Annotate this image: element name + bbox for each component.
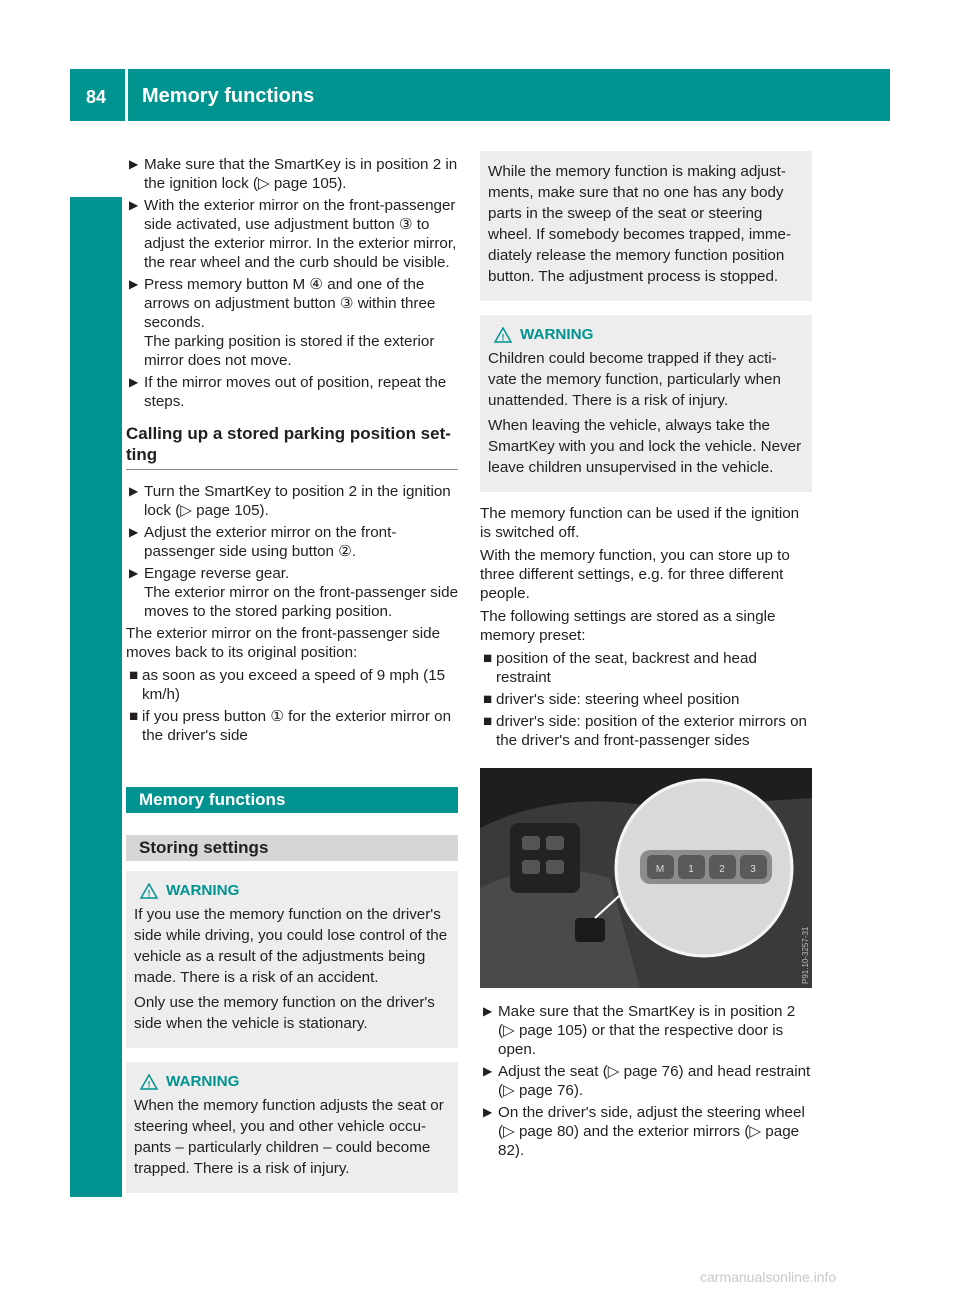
arrow-icon: ▶ bbox=[129, 375, 139, 389]
step-note: The parking position is stored if the exterior mirror does not move. bbox=[144, 333, 435, 369]
list-item: ■ as soon as you exceed a speed of 9 mph (15 km/h) bbox=[129, 667, 446, 703]
paragraph: The exterior mirror on the front-passenger side moves back to its original position: bbox=[126, 625, 441, 661]
arrow-icon: ▶ bbox=[483, 1004, 493, 1018]
paragraph: The memory function can be used if the ignition is switched off. bbox=[480, 505, 800, 541]
left-column bbox=[126, 155, 458, 1193]
list-item: ■ driver's side: steering wheel position bbox=[483, 691, 740, 708]
warning-text: While the memory function is making adjust-ments, make sure that no one has any body parts in the sweep of the seat or steering wheel. If somebody becomes trapped, imme-diately release the memory function position button. The adjustment process is stopped. bbox=[488, 163, 792, 285]
step: ▶ Make sure that the SmartKey is in position 2 (▷ page 105) or that the respective door is open. bbox=[483, 1003, 796, 1058]
warning-title: ! WARNING bbox=[134, 1072, 450, 1091]
memory-button-1: 1 bbox=[688, 864, 694, 875]
warning-triangle-icon bbox=[140, 1074, 158, 1090]
page-number: 84 bbox=[86, 87, 107, 107]
arrow-icon: ▶ bbox=[483, 1105, 493, 1119]
step: ▶ If the mirror moves out of position, repeat the steps. bbox=[129, 374, 447, 410]
arrow-icon: ▶ bbox=[483, 1064, 493, 1078]
warning-text: Only use the memory function on the driver's side when the vehicle is stationary. bbox=[134, 994, 435, 1032]
arrow-icon: ▶ bbox=[129, 157, 139, 171]
step: ▶ With the exterior mirror on the front-passenger side activated, use adjustment button ③ to adjust the exterior mirror. In the exterior mirror, the rear wheel and the curb should be visible. bbox=[129, 197, 457, 271]
list-item: ■ position of the seat, backrest and head restraint bbox=[483, 650, 757, 686]
divider bbox=[126, 469, 458, 470]
page-title: Memory functions bbox=[142, 85, 315, 107]
subsection-banner: Storing settings bbox=[126, 835, 458, 861]
bullet-icon: ■ bbox=[483, 713, 493, 730]
step: ▶ Make sure that the SmartKey is in position 2 in the ignition lock (▷ page 105). bbox=[129, 156, 458, 192]
right-column bbox=[480, 155, 812, 1163]
svg-text:!: ! bbox=[147, 888, 151, 898]
step-note: The exterior mirror on the front-passenger side moves to the stored parking position. bbox=[144, 584, 459, 620]
step: ▶ Turn the SmartKey to position 2 in the ignition lock (▷ page 105). bbox=[129, 483, 451, 519]
svg-text:!: ! bbox=[147, 1079, 151, 1089]
list-item: ■ if you press button ① for the exterior mirror on the driver's side bbox=[129, 708, 452, 744]
svg-text:!: ! bbox=[501, 332, 505, 342]
warning-text: When leaving the vehicle, always take the SmartKey with you and lock the vehicle. Never leave children unsupervised in the vehicle. bbox=[488, 417, 802, 476]
warning-title: ! WARNING bbox=[488, 325, 804, 344]
warning-text: Children could become trapped if they acti-vate the memory function, particularly when unattended. There is a risk of injury. bbox=[488, 350, 781, 409]
warning-box bbox=[126, 1062, 458, 1193]
header-divider bbox=[125, 69, 128, 121]
step: ▶ Adjust the seat (▷ page 76) and head restraint (▷ page 76). bbox=[483, 1063, 811, 1099]
arrow-icon: ▶ bbox=[129, 566, 139, 580]
warning-box bbox=[480, 315, 812, 492]
image-code: P91.10-3257-31 bbox=[801, 926, 810, 984]
section-banner: Memory functions bbox=[126, 787, 458, 813]
bullet-icon: ■ bbox=[483, 691, 493, 708]
warning-title: ! WARNING bbox=[134, 881, 450, 900]
watermark: carmanualsonline.info bbox=[700, 1269, 837, 1285]
bullet-icon: ■ bbox=[129, 667, 139, 684]
memory-button-3: 3 bbox=[750, 864, 756, 875]
page-header bbox=[70, 69, 890, 121]
warning-text: When the memory function adjusts the seat or steering wheel, you and other vehicle occu-pants – particularly children – could become trapped. There is a risk of injury. bbox=[134, 1097, 444, 1177]
arrow-icon: ▶ bbox=[129, 484, 139, 498]
bullet-icon: ■ bbox=[129, 708, 139, 725]
door-panel-photo bbox=[480, 768, 812, 988]
warning-triangle-icon bbox=[494, 327, 512, 343]
list-item: ■ driver's side: position of the exterior mirrors on the driver's and front-passenger sides bbox=[483, 713, 807, 749]
warning-triangle-icon bbox=[140, 883, 158, 899]
chapter-title: Seats, steering wheel and mirrors bbox=[81, 451, 104, 780]
warning-box bbox=[126, 871, 458, 1048]
step: ▶ On the driver's side, adjust the steering wheel (▷ page 80) and the exterior mirrors (▷ page 82). bbox=[483, 1104, 805, 1159]
section-heading: Calling up a stored parking position set-ting bbox=[126, 424, 451, 464]
step: ▶ Press memory button M ④ and one of the arrows on adjustment button ③ within three seconds. The parking position is stored if the exterior mirror does not move. bbox=[129, 276, 436, 369]
step: ▶ Engage reverse gear. The exterior mirror on the front-passenger side moves to the stored parking position. bbox=[129, 565, 459, 620]
paragraph: The following settings are stored as a single memory preset: bbox=[480, 608, 776, 644]
step: ▶ Adjust the exterior mirror on the front-passenger side using button ②. bbox=[129, 524, 397, 560]
arrow-icon: ▶ bbox=[129, 525, 139, 539]
arrow-icon: ▶ bbox=[129, 198, 139, 212]
memory-buttons-illustration bbox=[480, 768, 812, 988]
bullet-icon: ■ bbox=[483, 650, 493, 667]
arrow-icon: ▶ bbox=[129, 277, 139, 291]
warning-text: If you use the memory function on the driver's side while driving, you could lose control of the vehicle as a result of the adjustments being made. There is a risk of an accident. bbox=[134, 906, 448, 986]
memory-button-2: 2 bbox=[719, 864, 725, 875]
paragraph: With the memory function, you can store up to three different settings, e.g. for three different people. bbox=[480, 547, 790, 602]
memory-button-m: M bbox=[655, 864, 665, 875]
warning-continued-box bbox=[480, 151, 812, 301]
